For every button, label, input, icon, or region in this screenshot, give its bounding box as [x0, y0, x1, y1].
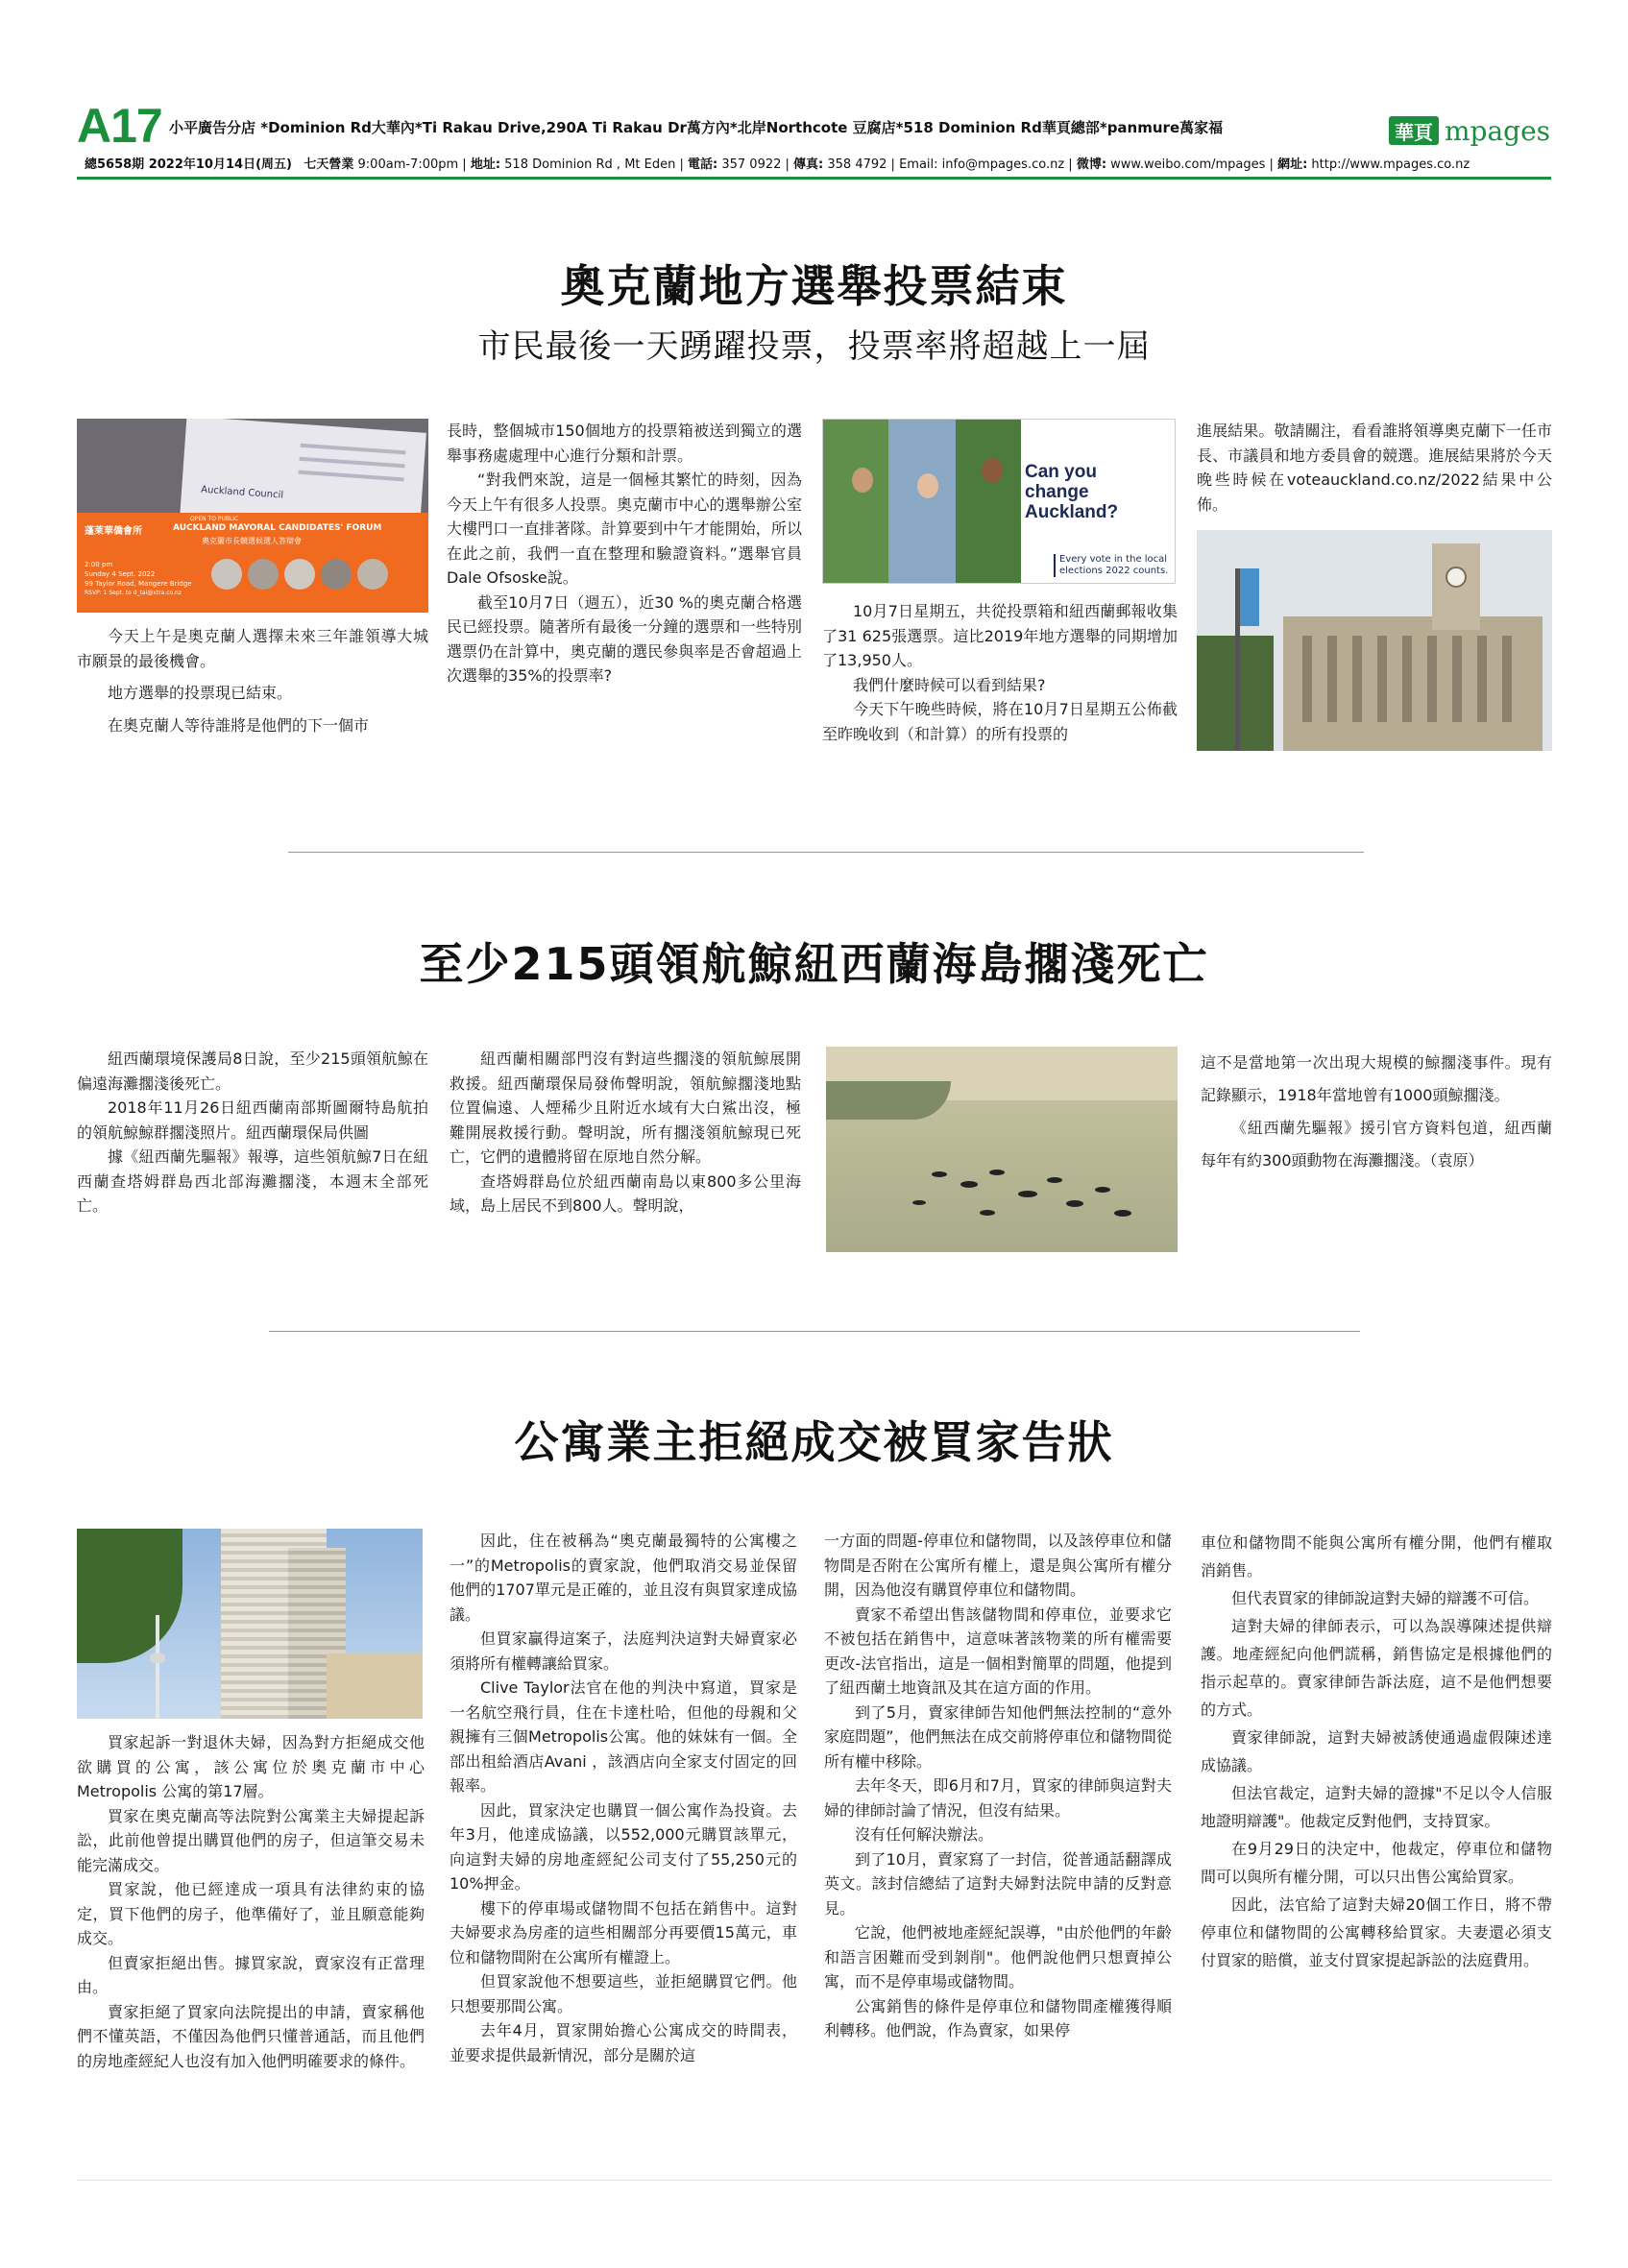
- portrait-tile: [823, 420, 888, 584]
- paragraph: 我們什麼時候可以看到結果?: [853, 675, 1046, 694]
- paragraph: 它說，他們被地產經紀誤導，"由於他們的年齡和語言困難而受到剝削"。他們說他們只想賣掉公寓，而不是停車場或儲物間。: [824, 1923, 1172, 1991]
- paragraph: 長時，整個城市150個地方的投票箱被送到獨立的選舉事務處處理中心進行分類和計票。: [447, 422, 802, 465]
- article3-col4: [1201, 1529, 1552, 1974]
- paragraph: Clive Taylor法官在他的判決中寫道，買家是一名航空飛行員，住在卡達杜哈，但他的母親和父親擁有三個Metropolis公寓。他的妹妹有一個。全部出租給酒店Avani ，該酒店向全家支付固定的回報率。: [450, 1678, 797, 1795]
- article3-col1: [77, 1730, 425, 2073]
- flag: [1240, 568, 1259, 626]
- fax: 358 4792: [827, 157, 887, 172]
- paragraph: 去年4月，買家開始擔心公寓成交的時間表，並要求提供最新情況，部分是關於這: [450, 2021, 797, 2064]
- paragraph: 查塔姆群島位於紐西蘭南島以東800多公里海域，島上居民不到800人。聲明說，: [450, 1171, 801, 1215]
- whale: [932, 1171, 947, 1177]
- paragraph: 沒有任何解決辦法。: [855, 1825, 994, 1844]
- paragraph: 賣家不希望出售該儲物間和停車位，並要求它不被包括在銷售中，這意味著該物業的所有權需要更改-法官指出，這是一個相對簡單的問題，他提到了紐西蘭土地資訊及其在這方面的作用。: [824, 1604, 1172, 1697]
- issue-date: 總5658期 2022年10月14日(周五): [85, 157, 292, 172]
- phone: 357 0922: [721, 157, 782, 172]
- heritage-building: [327, 1653, 423, 1719]
- paragraph: 因此，法官給了這對夫婦20個工作日，將不帶停車位和儲物間的公寓轉移給買家。夫妻還必須支付買家的賠償，並支付買家提起訴訟的法庭費用。: [1201, 1895, 1552, 1969]
- article1-col2: [447, 419, 802, 688]
- section-divider: [269, 1331, 1360, 1332]
- article2-col2: [450, 1047, 801, 1218]
- article2-col1: [77, 1047, 428, 1218]
- metropolis-tower-photo: [77, 1529, 423, 1719]
- banner-date: Sunday 4 Sept. 2022: [85, 570, 156, 578]
- paragraph: 今天上午是奧克蘭人選擇未來三年誰領導大城市願景的最後機會。: [77, 627, 428, 670]
- paragraph: 賣家拒絕了買家向法院提出的申請，賣家稱他們不懂英語，不僅因為他們只懂普通話，而且他們的房地產經紀人也沒有加入他們明確要求的條件。: [77, 2002, 425, 2070]
- web-label: 網址:: [1277, 157, 1308, 172]
- envelope-text: Auckland Council: [200, 484, 284, 501]
- paragraph: 但買家說他不想要這些，並拒絕購買它們。他只想要那間公寓。: [450, 1972, 797, 2015]
- whale: [960, 1181, 978, 1188]
- paragraph: 買家說，他已經達成一項具有法律約束的協定，買下他們的房子，他準備好了，並且願意能夠成交。: [77, 1880, 425, 1947]
- banner-rsvp: RSVP: 1 Sept. to d_tai@xtra.co.nz: [85, 590, 182, 596]
- candidate-portrait: [248, 559, 279, 590]
- sky-tower: [156, 1615, 159, 1719]
- banner-venue: 99 Taylor Road, Mangere Bridge: [85, 580, 192, 588]
- paragraph: 紐西蘭相關部門沒有對這些擱淺的領航鯨展開救援。紐西蘭環保局發佈聲明說，領航鯨擱淺地點位置偏遠、人煙稀少且附近水域有大白鯊出沒，極難開展救援行動。聲明說，所有擱淺領航鯨現已死亡，它們的遺體將留在原地自然分解。: [450, 1050, 801, 1166]
- paragraph: 到了5月，賣家律師告知他們無法控制的“意外家庭問題”，他們無法在成交前將停車位和儲物間從所有權中移除。: [824, 1702, 1172, 1771]
- whale: [912, 1200, 926, 1205]
- article3-col3: [824, 1529, 1172, 2043]
- paragraph: 紐西蘭環境保護局8日說，至少215頭領航鯨在偏遠海灘擱淺後死亡。: [77, 1050, 428, 1093]
- article1-col1: [77, 624, 428, 737]
- stranded-whales-photo: [826, 1047, 1178, 1252]
- whale: [1114, 1210, 1131, 1217]
- paragraph: 在9月29日的決定中，他裁定，停車位和儲物間可以與所有權分開，可以只出售公寓給買家。: [1201, 1840, 1552, 1886]
- portrait-tile: [956, 420, 1021, 584]
- article2-title: 至少215頭領航鯨紐西蘭海島擱淺死亡: [419, 938, 1209, 990]
- paragraph: 因此，住在被稱為“奧克蘭最獨特的公寓樓之一”的Metropolis的賣家說，他們取消交易並保留他們的1707單元是正確的，並且沒有與買家達成協議。: [450, 1532, 797, 1624]
- paragraph: 2018年11月26日紐西蘭南部斯圖爾特島航拍的領航鯨鯨群擱淺照片。紐西蘭環保局供圖: [77, 1098, 428, 1142]
- town-hall-photo: [1197, 530, 1552, 751]
- paragraph: 到了10月，賣家寫了一封信，從普通話翻譯成英文。該封信總結了這對夫婦對法院申請的反對意見。: [824, 1849, 1172, 1918]
- fax-label: 傳真:: [793, 157, 824, 172]
- paragraph: 但代表買家的律師說這對夫婦的辯護不可信。: [1231, 1589, 1540, 1607]
- page-number: A17: [77, 99, 162, 153]
- address-label: 地址:: [470, 157, 501, 172]
- forum-banner: [77, 513, 428, 613]
- banner-open: OPEN TO PUBLIC: [190, 516, 239, 522]
- candidate-portrait: [211, 559, 242, 590]
- banner-org: 蓬萊華僑會所: [85, 526, 142, 537]
- article3-title: 公寓業主拒絕成交被買家告狀: [514, 1416, 1114, 1468]
- paragraph: 因此，買家決定也購買一個公寓作為投資。去年3月，他達成協議，以552,000元購買該單元，向這對夫婦的房地產經紀公司支付了55,250元的10%押金。: [450, 1800, 797, 1893]
- person-head: [982, 458, 1003, 483]
- banner-cn: 奧克蘭市長競選候選人答辯會: [202, 537, 302, 545]
- email[interactable]: Email: info@mpages.co.nz: [899, 157, 1065, 172]
- logo-text: mpages: [1445, 114, 1551, 147]
- dune: [826, 1081, 951, 1120]
- article2-col4: [1201, 1047, 1552, 1177]
- phone-label: 電話:: [688, 157, 718, 172]
- article1-col3: [822, 599, 1178, 746]
- candidate-portrait: [357, 559, 388, 590]
- paragraph: 這對夫婦的律師表示，可以為誤導陳述提供辯護。地產經紀向他們謊稱，銷售協定是根據他們的指示起草的。賣家律師告訴法庭，這不是他們想要的方式。: [1201, 1617, 1552, 1719]
- paragraph: 樓下的停車場或儲物間不包括在銷售中。這對夫婦要求為房產的這些相關部分再要價15萬元，車位和儲物間附在公寓所有權證上。: [450, 1898, 797, 1966]
- banner-title: AUCKLAND MAYORAL CANDIDATES' FORUM: [173, 523, 382, 533]
- paragraph: 據《紐西蘭先驅報》報導，這些領航鯨7日在紐西蘭查塔姆群島西北部海灘擱淺，本週末全部死亡。: [77, 1147, 428, 1215]
- candidate-portrait: [321, 559, 352, 590]
- clock-face: [1446, 567, 1467, 588]
- forum-flyer-photo: [77, 419, 428, 613]
- whale: [1018, 1191, 1037, 1197]
- contact-line: 總5658期 2022年10月14日(周五) 七天營業 9:00am-7:00pm | 地址: 518 Dominion Rd , Mt Eden | 電話: 357 0922 | 傳真: 358 4792 | Email: info@mpages.co.nz | 微博: www.weibo.com/mpages | 網址: http://www.mpages.co.nz: [85, 157, 1470, 172]
- paragraph: 買家起訴一對退休夫婦，因為對方拒絕成交他欲購買的公寓，該公寓位於奧克蘭市中心Metropolis 公寓的第17層。: [77, 1733, 425, 1800]
- mpages-logo: [1389, 113, 1552, 148]
- paragraph: 車位和儲物間不能與公寓所有權分開，他們有權取消銷售。: [1201, 1533, 1552, 1580]
- article1-col4: [1197, 419, 1552, 517]
- article1-subtitle: 市民最後一天踴躍投票，投票率將超越上一屆: [477, 327, 1151, 366]
- paragraph: 在奧克蘭人等待誰將是他們的下一個市: [108, 715, 370, 735]
- person-head: [852, 468, 873, 493]
- person-head: [917, 473, 938, 498]
- website[interactable]: http://www.mpages.co.nz: [1311, 157, 1470, 172]
- paragraph: 今天下午晚些時候，將在10月7日星期五公佈截至昨晚收到（和計算）的所有投票的: [822, 700, 1178, 743]
- paragraph: 但法官裁定，這對夫婦的證據"不足以令人信服地證明辯護"。他裁定反對他們，支持買家。: [1201, 1784, 1552, 1830]
- paragraph: 但買家贏得這案子，法庭判決這對夫婦賣家必須將所有權轉讓給買家。: [450, 1629, 797, 1673]
- paragraph: 10月7日星期五，共從投票箱和紐西蘭郵報收集了31 625張選票。這比2019年地方選舉的同期增加了13,950人。: [822, 602, 1178, 669]
- banner-time: 2:00 pm: [85, 561, 113, 568]
- ad-headline: Can you change Auckland?: [1025, 462, 1119, 522]
- paragraph: 這不是當地第一次出現大規模的鯨擱淺事件。現有記錄顯示，1918年當地曾有1000頭鯨擱淺。: [1201, 1053, 1552, 1104]
- paragraph: 去年冬天，即6月和7月，買家的律師與這對夫婦的律師討論了情況，但沒有結果。: [824, 1776, 1172, 1820]
- paragraph: 地方選舉的投票現已結束。: [108, 684, 293, 702]
- address: 518 Dominion Rd , Mt Eden: [504, 157, 676, 172]
- weibo[interactable]: www.weibo.com/mpages: [1110, 157, 1266, 172]
- paragraph: 買家在奧克蘭高等法院對公寓業主夫婦提起訴訟，此前他曾提出購買他們的房子，但這筆交易未能完滿成交。: [77, 1806, 425, 1874]
- whale: [989, 1170, 1005, 1175]
- footer-rule: [77, 2180, 1552, 2181]
- paragraph: 截至10月7日（週五），近30 %的奧克蘭合格選民已經投票。隨著所有最後一分鐘的選票和一些特別選票仍在計算中，奧克蘭的選民參與率是否會超過上次選舉的35%的投票率?: [447, 592, 802, 685]
- portrait-tile: [888, 420, 956, 584]
- windows: [1302, 636, 1523, 722]
- weibo-label: 微博:: [1076, 157, 1107, 172]
- paragraph: 但賣家拒絕出售。據買家說，賣家沒有正當理由。: [77, 1953, 425, 1996]
- section-divider: [288, 852, 1364, 853]
- paragraph: 賣家律師說，這對夫婦被誘使通過虛假陳述達成協議。: [1201, 1728, 1552, 1774]
- logo-mark: 華頁: [1389, 116, 1439, 145]
- header-rule: [77, 177, 1551, 180]
- candidate-portrait: [284, 559, 315, 590]
- article1-title: 奧克蘭地方選舉投票結束: [560, 260, 1068, 312]
- stores-line: 小平廣告分店 *Dominion Rd大華內*Ti Rakau Drive,290A Ti Rakau Dr萬方內*北岸Northcote 豆腐店*518 Dominion Rd華頁總部*panmure萬家福: [169, 119, 1224, 136]
- ad-tagline: Every vote in the local elections 2022 counts.: [1054, 554, 1176, 577]
- whale: [1066, 1200, 1083, 1207]
- hours: 9:00am-7:00pm: [357, 157, 459, 172]
- paragraph: 公寓銷售的條件是停車位和儲物間產權獲得順利轉移。他們說，作為賣家，如果停: [824, 1996, 1172, 2039]
- whale: [1047, 1177, 1062, 1183]
- tree-canopy: [77, 1529, 182, 1663]
- whale: [1095, 1187, 1110, 1193]
- paragraph: 《紐西蘭先驅報》援引官方資料包道，紐西蘭每年有約300頭動物在海灘擱淺。（袁原）: [1201, 1119, 1552, 1170]
- paragraph: 進展結果。敬請關注，看看誰將領導奧克蘭下一任市長、市議員和地方委員會的競選。進展結果將於今天晚些時候在voteauckland.co.nz/2022結果中公佈。: [1197, 422, 1552, 514]
- whale: [980, 1210, 995, 1216]
- campaign-ad-photo: [822, 419, 1176, 584]
- paragraph: 一方面的問題-停車位和儲物間，以及該停車位和儲物間是否附在公寓所有權上，還是與公寓所有權分開，因為他沒有購買停車位和儲物間。: [824, 1532, 1172, 1599]
- sky-tower-pod: [150, 1653, 165, 1663]
- hours-label: 七天營業: [304, 157, 354, 172]
- paragraph: “對我們來說，這是一個極其繁忙的時刻，因為今天上午有很多人投票。奧克蘭市中心的選舉辦公室大樓門口一直排著隊。計算要到中午才能開始，所以在此之前，我們一直在整理和驗證資料。”選舉官員Dale Ofsoske說。: [447, 470, 802, 587]
- article3-col2: [450, 1529, 797, 2067]
